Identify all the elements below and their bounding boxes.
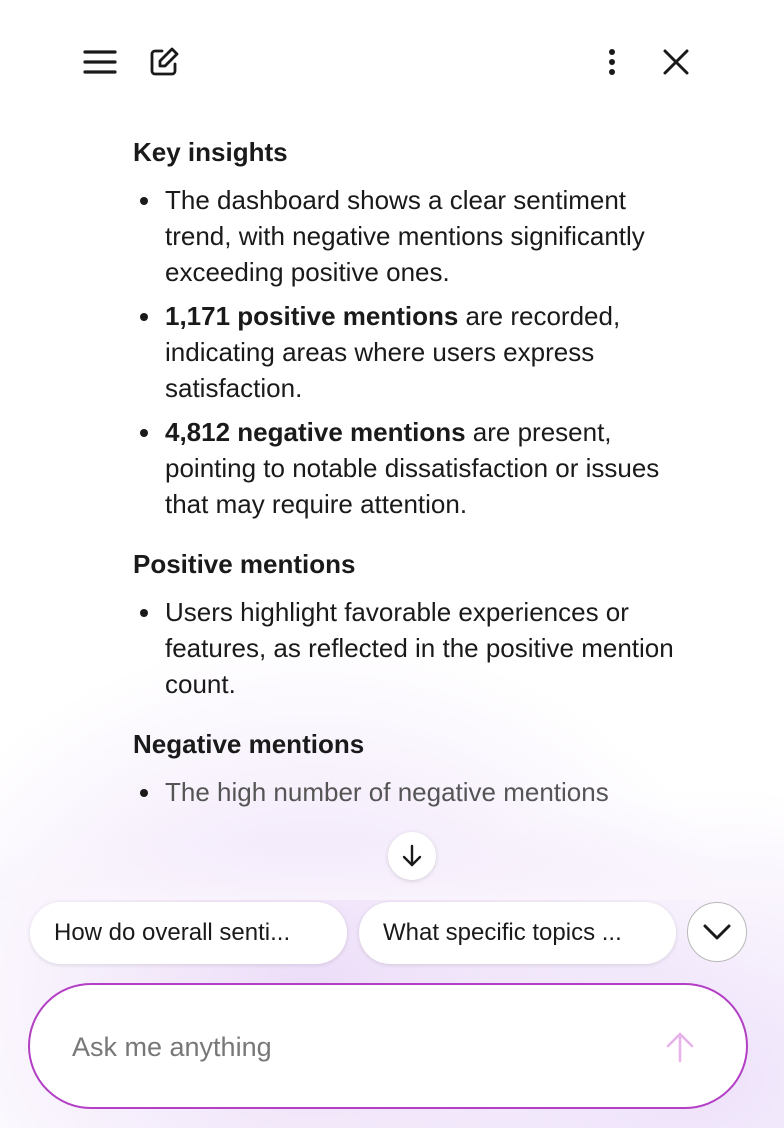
scroll-to-bottom-button[interactable]: [388, 832, 436, 880]
close-icon[interactable]: [656, 42, 696, 82]
key-insights-list: [133, 182, 693, 522]
list-item-text: The dashboard shows a clear sentiment trend, with negative mentions significantly exceeding positive ones.: [165, 185, 645, 287]
list-item-text: are present, pointing to notable dissatisfaction or issues that may require attention.: [165, 417, 660, 519]
section-heading-key-insights: Key insights: [133, 137, 288, 167]
send-button[interactable]: [658, 1025, 702, 1069]
arrow-down-icon: [401, 844, 423, 868]
list-item-text: are recorded, indicating areas where users express satisfaction.: [165, 301, 621, 403]
section-heading-positive: Positive mentions: [133, 549, 356, 579]
list-item-text: The high number of negative mentions: [165, 777, 609, 807]
list-item: [133, 594, 693, 702]
positive-mentions-list: [133, 594, 693, 702]
edit-compose-icon[interactable]: [144, 42, 184, 82]
message-input[interactable]: [70, 1015, 634, 1079]
chevron-down-icon: [702, 923, 732, 941]
list-item: [133, 182, 693, 290]
list-item-text: Users highlight favorable experiences or features, as reflected in the positive mention count.: [165, 597, 674, 699]
negative-mentions-list: [133, 774, 693, 810]
suggestion-chip[interactable]: How do overall senti...: [30, 902, 347, 964]
hamburger-menu-icon[interactable]: [80, 42, 120, 82]
arrow-up-send-icon: [665, 1031, 695, 1063]
list-item-bold: 4,812 negative mentions: [165, 417, 466, 447]
message-composer: [28, 983, 748, 1109]
chat-response: [133, 130, 693, 890]
list-item: [133, 414, 693, 522]
list-item: [133, 774, 693, 810]
vertical-dots-icon[interactable]: [592, 42, 632, 82]
section-heading-negative: Negative mentions: [133, 729, 365, 759]
list-item: [133, 298, 693, 406]
suggestion-chip[interactable]: What specific topics ...: [359, 902, 676, 964]
list-item-bold: 1,171 positive mentions: [165, 301, 459, 331]
header: [0, 0, 784, 96]
expand-suggestions-button[interactable]: [687, 902, 747, 962]
